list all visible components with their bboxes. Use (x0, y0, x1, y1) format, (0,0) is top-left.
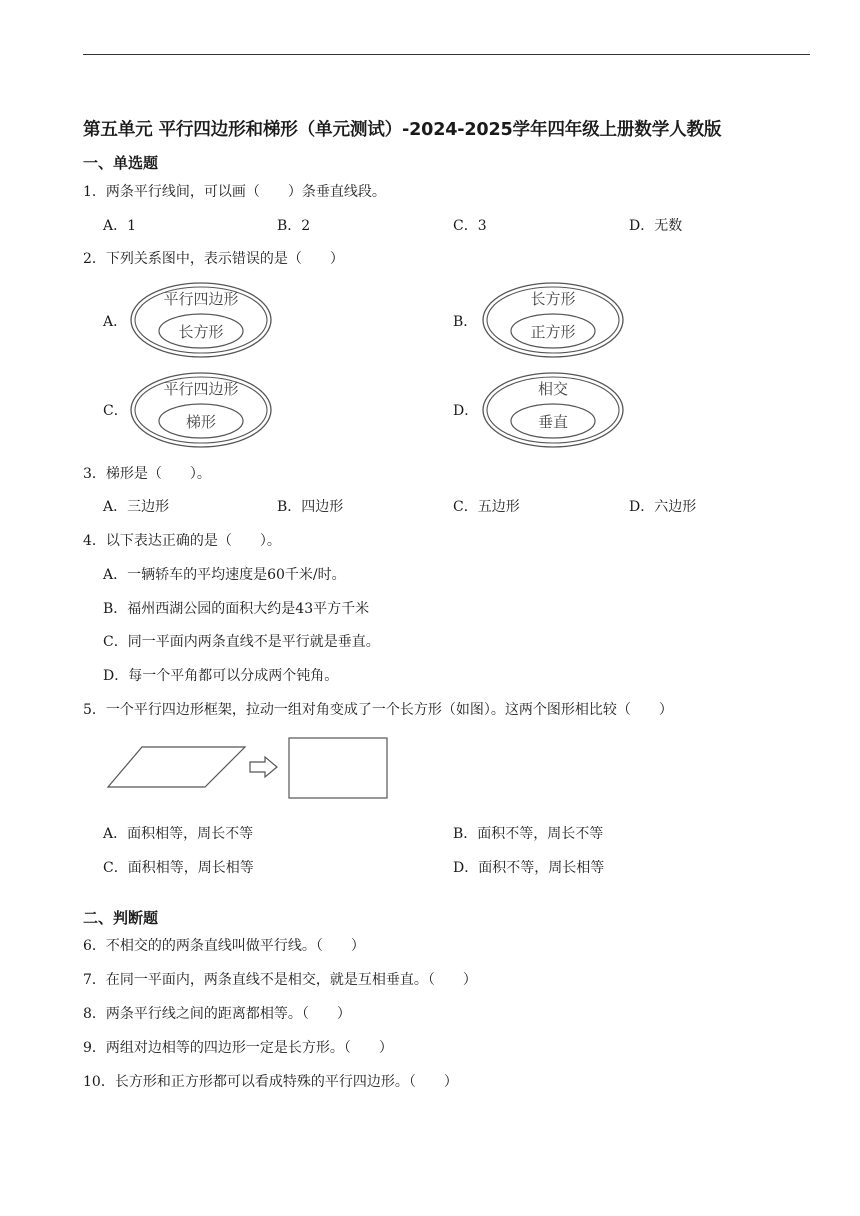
question-5: 5．一个平行四边形框架，拉动一组对角变成了一个长方形（如图）。这两个图形相比较（ ） (83, 702, 673, 718)
q4-option-b[interactable]: B．福州西湖公园的面积大约是43平方千米 (103, 601, 370, 617)
page-title: 第五单元 平行四边形和梯形（单元测试）-2024-2025学年四年级上册数学人教版 (83, 120, 722, 140)
q2-option-d-label[interactable]: D． (453, 403, 479, 419)
q2-option-a-label[interactable]: A． (103, 314, 128, 330)
section-heading-true-false: 二、判断题 (83, 909, 159, 927)
q2-diagram-d[interactable] (480, 370, 626, 450)
q1-option-b[interactable]: B．2 (277, 218, 311, 234)
question-10: 10．长方形和正方形都可以看成特殊的平行四边形。（ ） (83, 1074, 458, 1090)
question-4: 4．以下表达正确的是（ ）。 (83, 533, 281, 549)
q2a-inner-label: 长方形 (178, 323, 224, 341)
question-1: 1．两条平行线间，可以画（ ）条垂直线段。 (83, 184, 386, 200)
q5-option-b[interactable]: B．面积不等，周长不等 (453, 826, 604, 842)
q4-option-d[interactable]: D．每一个平角都可以分成两个钝角。 (103, 668, 339, 684)
q1-option-a[interactable]: A．1 (103, 218, 137, 234)
q2-diagram-b[interactable] (480, 280, 626, 360)
q2d-outer-label: 相交 (537, 380, 569, 398)
q4-option-a[interactable]: A．一辆轿车的平均速度是60千米/时。 (103, 567, 346, 583)
q1-option-c[interactable]: C．3 (453, 218, 487, 234)
q2a-outer-label: 平行四边形 (163, 290, 239, 308)
q2b-inner-label: 正方形 (530, 323, 576, 341)
q2-diagram-c[interactable] (128, 370, 274, 450)
q3-option-c[interactable]: C．五边形 (453, 499, 520, 515)
q2c-inner-label: 梯形 (185, 413, 217, 431)
q2c-outer-label: 平行四边形 (163, 380, 239, 398)
q4-option-c[interactable]: C．同一平面内两条直线不是平行就是垂直。 (103, 634, 380, 650)
question-9: 9．两组对边相等的四边形一定是长方形。（ ） (83, 1040, 393, 1056)
q3-option-d[interactable]: D．六边形 (629, 499, 697, 515)
parallelogram-shape (108, 747, 245, 787)
question-8: 8．两条平行线之间的距离都相等。（ ） (83, 1006, 351, 1022)
q2d-inner-label: 垂直 (537, 413, 569, 431)
q3-option-a[interactable]: A．三边形 (103, 499, 170, 515)
q5-figure (105, 735, 395, 805)
question-7: 7．在同一平面内，两条直线不是相交，就是互相垂直。（ ） (83, 972, 477, 988)
q5-option-c[interactable]: C．面积相等，周长相等 (103, 860, 254, 876)
rectangle-shape (289, 738, 387, 798)
q3-option-b[interactable]: B．四边形 (277, 499, 344, 515)
question-3: 3．梯形是（ ）。 (83, 466, 211, 482)
q2b-outer-label: 长方形 (530, 290, 576, 308)
q2-option-b-label[interactable]: B． (453, 314, 478, 330)
q2-diagram-a[interactable] (128, 280, 274, 360)
q1-option-d[interactable]: D．无数 (629, 218, 683, 234)
q2-option-c-label[interactable]: C． (103, 403, 128, 419)
section-heading-single-choice: 一、单选题 (83, 154, 159, 172)
right-arrow-icon (250, 757, 277, 777)
question-6: 6．不相交的的两条直线叫做平行线。（ ） (83, 938, 365, 954)
q5-option-d[interactable]: D．面积不等，周长相等 (453, 860, 605, 876)
q5-option-a[interactable]: A．面积相等，周长不等 (103, 826, 254, 842)
header-rule (83, 54, 810, 55)
question-2: 2．下列关系图中，表示错误的是（ ） (83, 251, 344, 267)
